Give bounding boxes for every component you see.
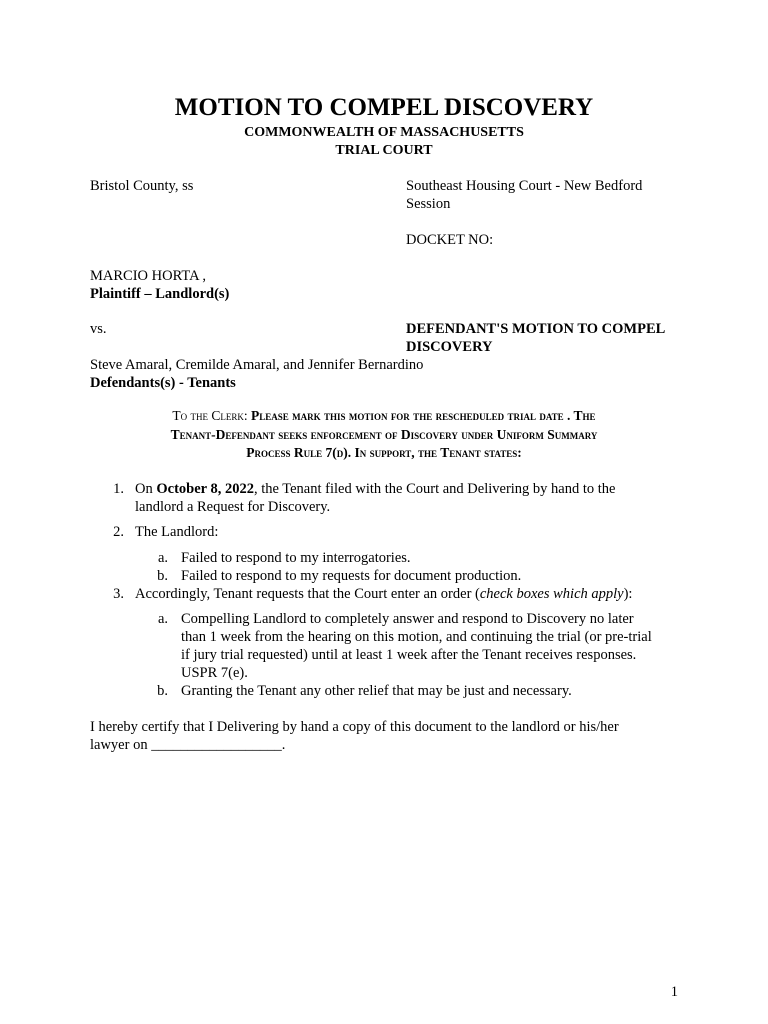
item-2-text: The Landlord:: [135, 524, 219, 540]
court-heading: TRIAL COURT: [335, 143, 433, 158]
clerk-instruction-line-1: [90, 407, 678, 426]
defendants-role: Defendants(s) - Tenants: [90, 375, 236, 391]
item-3a-line-4: USPR 7(e).: [181, 665, 248, 681]
document-title: MOTION TO COMPEL DISCOVERY: [174, 94, 594, 121]
motion-title-line-2: DISCOVERY: [406, 339, 493, 355]
county-label: Bristol County, ss: [90, 178, 194, 194]
item-1-line-2: landlord a Request for Discovery.: [135, 499, 331, 515]
item-1-number: 1.: [113, 481, 124, 497]
item-3-number: 3.: [113, 586, 124, 602]
item-1-prefix: On: [135, 481, 157, 497]
clerk-instruction: [90, 407, 678, 463]
to-clerk-label: To the Clerk:: [172, 408, 248, 423]
item-1-suffix: , the Tenant filed with the Court and Delivering by hand to the: [253, 481, 616, 497]
item-3a-number: a.: [157, 611, 168, 627]
item-3-italic: check boxes which apply: [479, 586, 624, 602]
commonwealth-heading: COMMONWEALTH OF MASSACHUSETTS: [244, 125, 524, 140]
court-session-line-2: Session: [406, 196, 451, 212]
certification-line-1: I hereby certify that I Delivering by hand a copy of this document to the landlord or his/her: [90, 719, 619, 735]
clerk-instruction-text: Please mark this motion for the rescheduled trial date . The: [251, 408, 596, 423]
item-2-number: 2.: [113, 524, 124, 540]
item-3a-line-3: if jury trial requested) until at least 1 week after the Tenant receives responses.: [181, 647, 637, 663]
court-session-line-1: Southeast Housing Court - New Bedford: [406, 178, 643, 194]
page-number: 1: [670, 984, 678, 1000]
item-2b-number: b.: [157, 568, 168, 584]
motion-title-line-1: DEFENDANT'S MOTION TO COMPEL: [406, 321, 666, 337]
clerk-instruction-line-2: Tenant-Defendant seeks enforcement of Discovery under Uniform Summary: [170, 426, 598, 442]
item-3b-text: Granting the Tenant any other relief that may be just and necessary.: [181, 683, 572, 699]
item-2b-text: Failed to respond to my requests for document production.: [181, 568, 522, 584]
plaintiff-role: Plaintiff – Landlord(s): [90, 286, 230, 302]
item-2a-number: a.: [157, 550, 168, 566]
item-3-prefix: Accordingly, Tenant requests that the Court enter an order (: [135, 586, 480, 602]
versus-label: vs.: [90, 321, 107, 337]
item-1-line-1: [135, 480, 616, 498]
clerk-instruction-line-3: Process Rule 7(d). In support, the Tenant states:: [246, 445, 522, 460]
item-3a-line-2: than 1 week from the hearing on this motion, and continuing the trial (or pre-trial: [181, 629, 652, 645]
certification-line-2: lawyer on __________________.: [90, 737, 286, 753]
item-3b-number: b.: [157, 683, 168, 699]
item-3a-line-1: Compelling Landlord to completely answer and respond to Discovery no later: [181, 611, 634, 627]
plaintiff-name: MARCIO HORTA ,: [90, 268, 206, 284]
item-3-suffix: ):: [623, 586, 633, 602]
defendants-names: Steve Amaral, Cremilde Amaral, and Jennifer Bernardino: [90, 357, 424, 373]
docket-number: DOCKET NO:: [406, 232, 494, 248]
item-1-date: October 8, 2022: [156, 481, 254, 497]
item-3-text: [135, 585, 632, 603]
item-2a-text: Failed to respond to my interrogatories.: [181, 550, 411, 566]
